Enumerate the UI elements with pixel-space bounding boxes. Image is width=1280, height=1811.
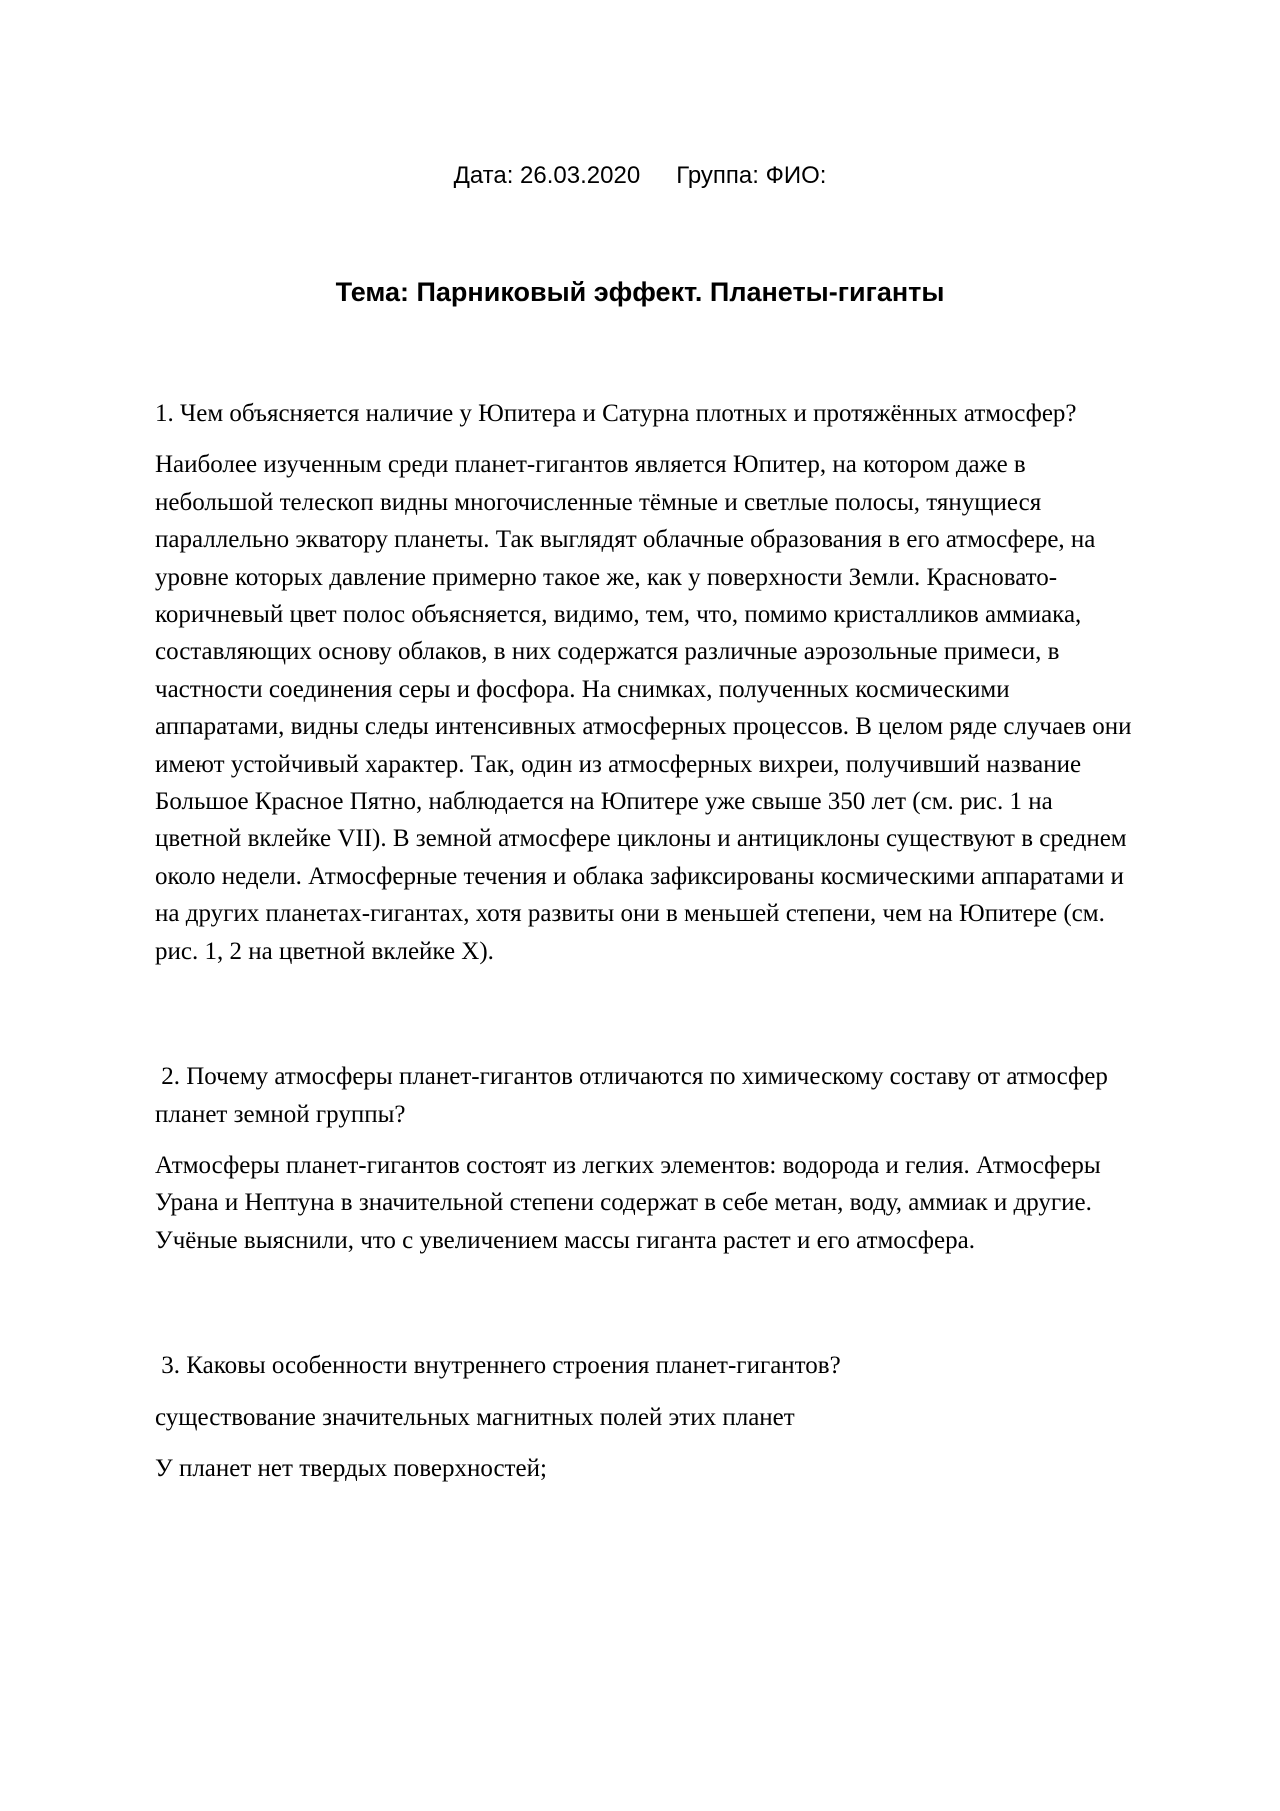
answer-2: Атмосферы планет-гигантов состоят из легких элементов: водорода и гелия. Атмосферы Урана и Нептуна в значительной степени содержат в себе метан, воду, аммиак и другие. Учёные выяснили, что с увеличением массы гиганта растет и его атмосфера. xyxy=(155,1151,1101,1254)
question-1: 1. Чем объясняется наличие у Юпитера и Сатурна плотных и протяжённых атмосфер? xyxy=(155,400,1077,427)
date-field: Дата: 26.03.2020 xyxy=(453,162,641,189)
answer-3-item-1: существование значительных магнитных полей этих планет xyxy=(155,1403,795,1431)
group-name-field: Группа: ФИО: xyxy=(676,162,827,189)
topic-heading: Тема: Парниковый эффект. Планеты-гиганты xyxy=(335,277,945,307)
document-body xyxy=(155,395,1140,1487)
answer-3-item-2: У планет нет твердых поверхностей; xyxy=(155,1454,547,1482)
header-line xyxy=(0,160,1280,192)
answer-1: Наиболее изученным среди планет-гигантов является Юпитер, на котором даже в небольшой телескоп видны многочисленные тёмные и светлые полосы, тянущиеся параллельно экватору планеты. Так выглядят облачные образования в его атмосфере, на уровне которых давление примерно такое же, как у поверхности Земли. Красновато-коричневый цвет полос объясняется, видимо, тем, что, помимо кристалликов аммиака, составляющих основу облаков, в них содержатся различные аэрозольные примеси, в частности соединения серы и фосфора. На снимках, полученных космическими аппаратами, видны следы интенсивных атмосферных процессов. В целом ряде случаев они имеют устойчивый характер. Так, один из атмосферных вихреи, получивший название Большое Красное Пятно, наблюдается на Юпитере уже свыше 350 лет (см. рис. 1 на цветной вклейке VII). В земной атмосфере циклоны и антициклоны существуют в среднем около недели. Атмосферные течения и облака зафиксированы космическими аппаратами и на других планетах-гигантах, хотя развиты они в меньшей степени, чем на Юпитере (см. рис. 1, 2 на цветной вклейке X). xyxy=(155,451,1132,965)
question-3: 3. Каковы особенности внутреннего строения планет-гигантов? xyxy=(155,1352,841,1380)
question-2: 2. Почему атмосферы планет-гигантов отличаются по химическому составу от атмосфер планет земной группы? xyxy=(155,1063,1115,1128)
